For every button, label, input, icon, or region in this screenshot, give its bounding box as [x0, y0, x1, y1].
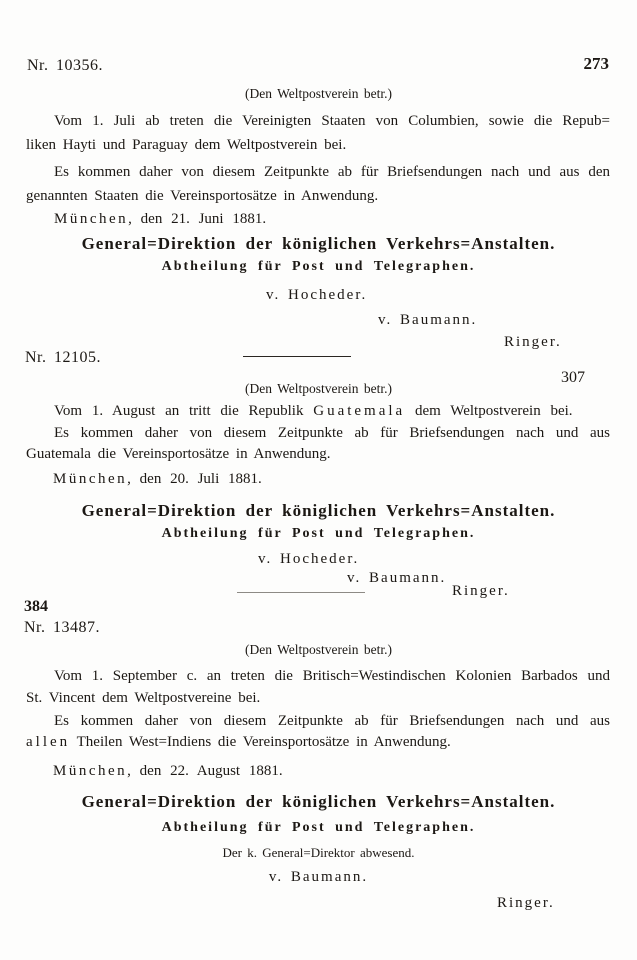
- notice2-paragraph1: [26, 402, 610, 420]
- notice2-paragraph2-line1: Es kommen daher von diesem Zeitpunkte ab für Briefsendungen nach und aus: [54, 425, 610, 441]
- notice3-dateline: [53, 762, 283, 780]
- notice2-dateline-rest: , den 20. Juli 1881.: [127, 471, 262, 487]
- notice3-subject: (Den Weltpostverein betr.): [245, 642, 392, 657]
- notice2-signature-ringer: Ringer.: [452, 583, 510, 599]
- notice1-paragraph2-line2: genannten Staaten die Vereinsportosätze in Anwendung.: [26, 188, 379, 204]
- notice1-signature-baumann: v. Baumann.: [378, 312, 478, 328]
- notice2-paragraph1-emphasis: Guatemala: [313, 403, 406, 419]
- notice2-signature-hocheder: v. Hocheder.: [258, 551, 360, 567]
- notice1-dateline: [54, 210, 266, 228]
- notice1-paragraph1-line1: Vom 1. Juli ab treten die Vereinigten Staaten von Columbien, sowie die Repub=: [54, 113, 610, 129]
- notice3-paragraph2-line2: [26, 733, 610, 751]
- notice3-department-heading: Abtheilung für Post und Telegraphen.: [161, 820, 476, 835]
- notice2-dateline-city: München: [53, 471, 128, 487]
- notice3-paragraph2-rest: Theilen West=Indiens die Vereinsportosätze in Anwendung.: [70, 734, 451, 750]
- notice3-margin-number: 384: [24, 598, 48, 615]
- notice1-page-number: 273: [583, 54, 609, 73]
- notice2-subject: (Den Weltpostverein betr.): [245, 381, 392, 396]
- notice1-subject: (Den Weltpostverein betr.): [245, 86, 392, 101]
- notice2-department-heading: Abtheilung für Post und Telegraphen.: [161, 526, 476, 541]
- notice3-dateline-rest: , den 22. August 1881.: [127, 763, 283, 779]
- notice2-paragraph1-pre: Vom 1. August an tritt die Republik: [54, 403, 314, 419]
- notice3-signature-baumann: v. Baumann.: [268, 869, 369, 885]
- notice1-authority-heading: General=Direktion der königlichen Verkehrs=Anstalten.: [81, 234, 556, 253]
- notice1-dateline-rest: , den 21. Juni 1881.: [128, 211, 267, 227]
- notice3-paragraph2-emphasis: allen: [26, 734, 71, 750]
- notice3-dateline-city: München: [53, 763, 128, 779]
- notice1-department-heading: Abtheilung für Post und Telegraphen.: [161, 259, 476, 274]
- notice2-signature-baumann: v. Baumann.: [347, 570, 447, 586]
- notice1-paragraph1-line2: liken Hayti und Paraguay dem Weltpostverein bei.: [26, 137, 347, 153]
- notice3-authority-heading: General=Direktion der königlichen Verkehrs=Anstalten.: [81, 792, 556, 811]
- notice2-authority-heading: General=Direktion der königlichen Verkehrs=Anstalten.: [81, 501, 556, 520]
- notice1-dateline-city: München: [54, 211, 129, 227]
- notice3-absent-note: Der k. General=Direktor abwesend.: [222, 845, 415, 860]
- notice1-signature-ringer: Ringer.: [504, 334, 562, 350]
- section-divider: [243, 356, 351, 357]
- notice3-paragraph1-line2: St. Vincent dem Weltpostvereine bei.: [26, 690, 261, 706]
- notice2-paragraph2-line2: Guatemala die Vereinsportosätze in Anwendung.: [26, 446, 331, 462]
- notice2-page-number: 307: [561, 369, 585, 386]
- notice3-paragraph2-line1: Es kommen daher von diesem Zeitpunkte ab für Briefsendungen nach und aus: [54, 713, 610, 729]
- section-divider-faint: [237, 592, 365, 593]
- notice1-number: Nr. 10356.: [27, 57, 103, 74]
- notice3-signature-ringer: Ringer.: [497, 895, 555, 911]
- notice2-paragraph1-post: dem Weltpostverein bei.: [405, 403, 573, 419]
- notice2-dateline: [53, 470, 262, 488]
- notice3-paragraph1-line1: Vom 1. September c. an treten die Britisch=Westindischen Kolonien Barbados und: [54, 668, 610, 684]
- notice1-paragraph2-line1: Es kommen daher von diesem Zeitpunkte ab für Briefsendungen nach und aus den: [54, 164, 610, 180]
- notice1-signature-hocheder: v. Hocheder.: [266, 287, 368, 303]
- notice2-number: Nr. 12105.: [25, 349, 101, 366]
- notice3-number: Nr. 13487.: [24, 619, 100, 636]
